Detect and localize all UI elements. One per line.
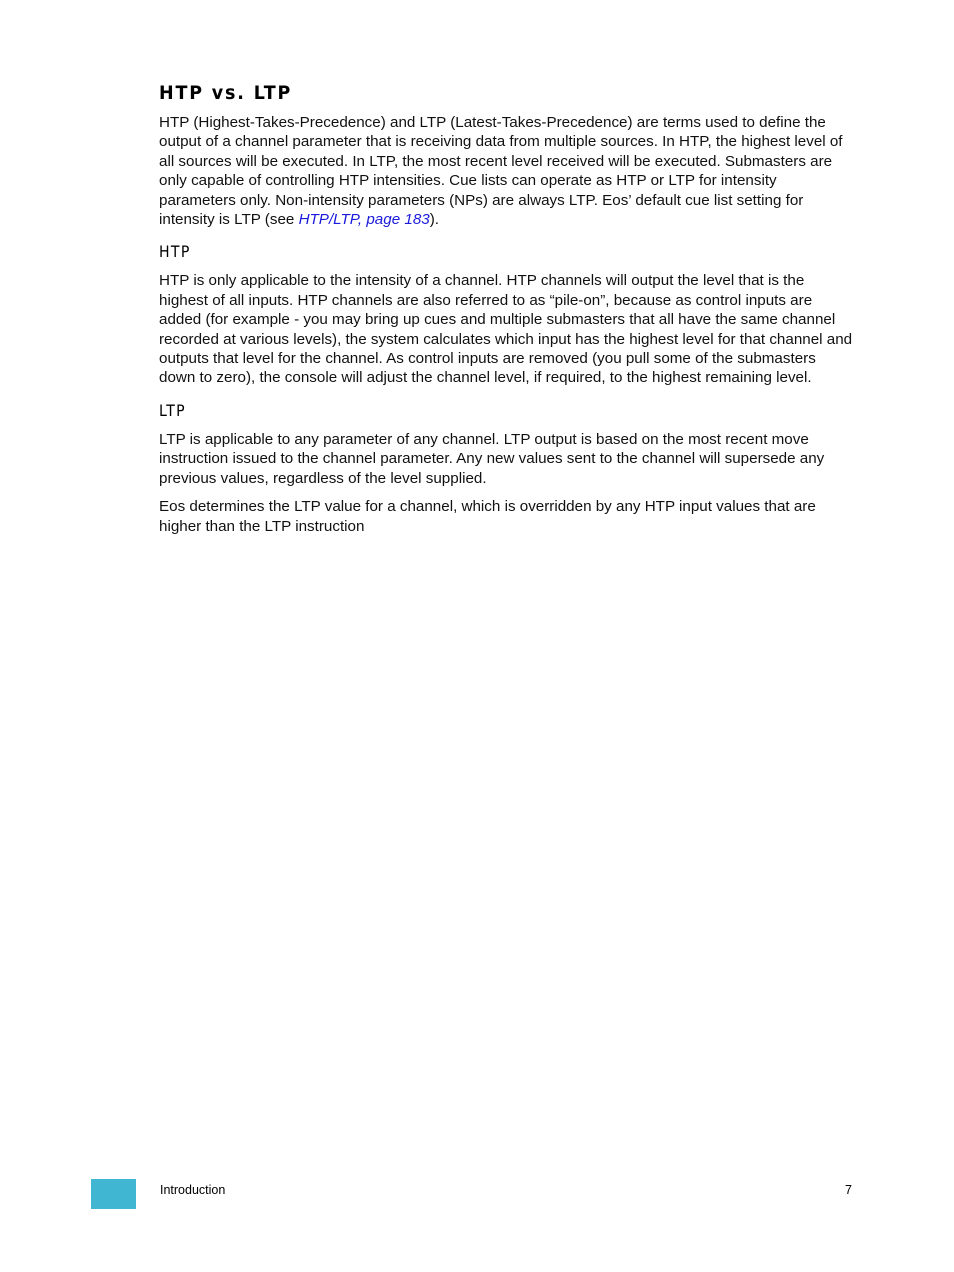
htp-ltp-cross-reference-link[interactable]: HTP/LTP, page 183 bbox=[298, 211, 430, 229]
footer-accent-block bbox=[91, 1179, 136, 1209]
section-title: HTP vs. LTP bbox=[159, 82, 293, 104]
ltp-paragraph-2: Eos determines the LTP value for a channel, which is overridden by any HTP input values that are higher than the LTP instruction bbox=[159, 498, 816, 535]
htp-paragraph: HTP is only applicable to the intensity of a channel. HTP channels will output the level that is the highest of all inputs. HTP channels are also referred to as “pile-on”, because as control inputs are added (for example - you may bring up cues and multiple submasters that all have the same channel recorded at various levels), the system calculates which input has the highest level for that channel and outputs that level for the channel. As control inputs are removed (you pull some of the submasters down to zero), the console will adjust the channel level, if required, to the highest remaining level. bbox=[159, 272, 853, 387]
intro-text-end: ). bbox=[429, 211, 439, 229]
intro-text: HTP (Highest-Takes-Precedence) and LTP (Latest-Takes-Precedence) are terms used to define the output of a channel parameter that is receiving data from multiple sources. In HTP, the highest level of all sources will be executed. In LTP, the most recent level received will be executed. Submasters are only capable of controlling HTP intensities. Cue lists can operate as HTP or LTP for intensity parameters only. Non-intensity parameters (NPs) are always LTP. Eos’ default cue list setting for intensity is LTP (see bbox=[159, 114, 843, 229]
page-content bbox=[159, 80, 853, 545]
ltp-paragraph-1: LTP is applicable to any parameter of any channel. LTP output is based on the most recent move instruction issued to the channel parameter. Any new values sent to the channel will supersede any previous values, regardless of the level supplied. bbox=[159, 430, 825, 487]
footer-page-number: 7 bbox=[845, 1183, 852, 1197]
htp-heading: HTP bbox=[159, 242, 191, 262]
intro-paragraph bbox=[159, 113, 853, 229]
ltp-heading: LTP bbox=[159, 400, 186, 420]
footer-chapter-label: Introduction bbox=[160, 1183, 226, 1197]
